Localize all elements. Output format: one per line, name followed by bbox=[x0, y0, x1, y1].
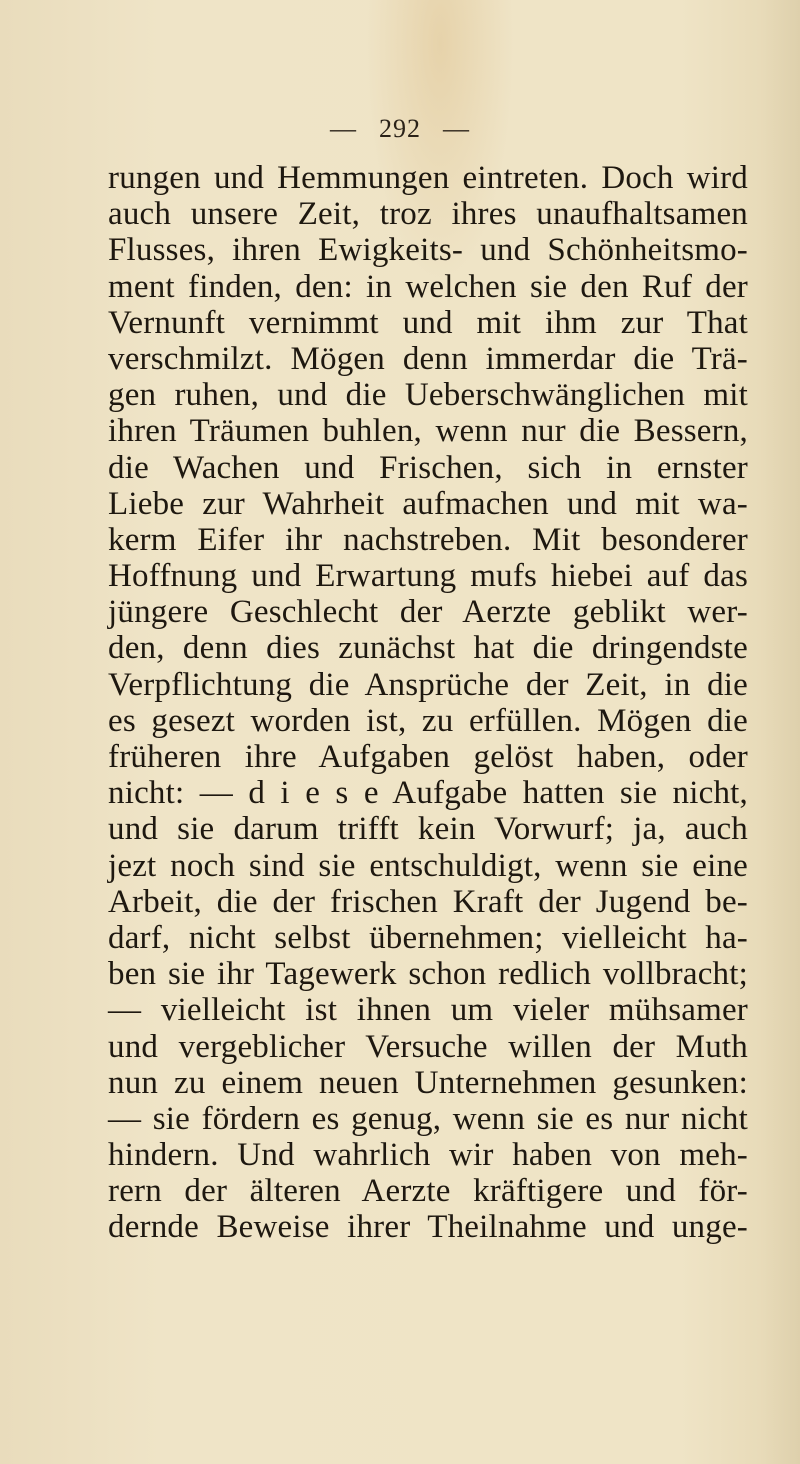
text-line: nicht: — d i e s e Aufgabe hatten sie nicht, bbox=[108, 775, 748, 812]
text-line: Hoffnung und Erwartung mufs hiebei auf das bbox=[108, 558, 748, 595]
text-line: früheren ihre Aufgaben gelöst haben, oder bbox=[108, 739, 748, 775]
text-line: — sie fördern es genug, wenn sie es nur nicht bbox=[108, 1100, 748, 1137]
page-number-dash-left: — bbox=[330, 114, 357, 143]
text-line: ben sie ihr Tagewerk schon redlich vollbracht; bbox=[108, 956, 748, 993]
page-number: 292 bbox=[379, 114, 421, 143]
text-line: Verpflichtung die Ansprüche der Zeit, in die bbox=[108, 666, 748, 703]
text-line: die Wachen und Frischen, sich in ernster bbox=[108, 449, 748, 486]
text-line: Flusses, ihren Ewigkeits- und Schönheitsmo- bbox=[108, 232, 748, 269]
text-line: nun zu einem neuen Unternehmen gesunken: bbox=[108, 1064, 748, 1101]
text-line: auch unsere Zeit, troz ihres unaufhaltsamen bbox=[108, 196, 748, 233]
text-line: verschmilzt. Mögen denn immerdar die Trä- bbox=[108, 340, 748, 377]
body-text bbox=[108, 160, 748, 1246]
text-line: Liebe zur Wahrheit aufmachen und mit wa- bbox=[108, 485, 748, 522]
text-line: rern der älteren Aerzte kräftigere und för- bbox=[108, 1173, 748, 1210]
text-line: dernde Beweise ihrer Theilnahme und unge- bbox=[108, 1209, 748, 1246]
text-line: ment finden, den: in welchen sie den Ruf der bbox=[108, 268, 748, 305]
text-line: und sie darum trifft kein Vorwurf; ja, auch bbox=[108, 811, 748, 848]
text-line: ihren Träumen buhlen, wenn nur die Bessern, bbox=[108, 413, 748, 450]
text-line: jüngere Geschlecht der Aerzte geblikt wer- bbox=[108, 594, 748, 631]
text-line: und vergeblicher Versuche willen der Muth bbox=[108, 1028, 748, 1065]
text-line: rungen und Hemmungen eintreten. Doch wird bbox=[108, 160, 748, 196]
text-line: gen ruhen, und die Ueberschwänglichen mit bbox=[108, 377, 748, 414]
page-number-header bbox=[0, 114, 800, 144]
text-line: Vernunft vernimmt und mit ihm zur That bbox=[108, 304, 748, 341]
text-line: hindern. Und wahrlich wir haben von meh- bbox=[108, 1137, 748, 1174]
text-line: kerm Eifer ihr nachstreben. Mit besonderer bbox=[108, 521, 748, 558]
text-line: den, denn dies zunächst hat die dringendste bbox=[108, 630, 748, 667]
text-line: Arbeit, die der frischen Kraft der Jugend be- bbox=[108, 883, 748, 920]
text-line: darf, nicht selbst übernehmen; vielleicht ha- bbox=[108, 919, 748, 956]
page-number-dash-right: — bbox=[443, 114, 470, 143]
text-line: jezt noch sind sie entschuldigt, wenn sie eine bbox=[108, 847, 748, 884]
text-line: — vielleicht ist ihnen um vieler mühsamer bbox=[108, 992, 748, 1029]
text-line: es gesezt worden ist, zu erfüllen. Mögen die bbox=[108, 702, 748, 739]
